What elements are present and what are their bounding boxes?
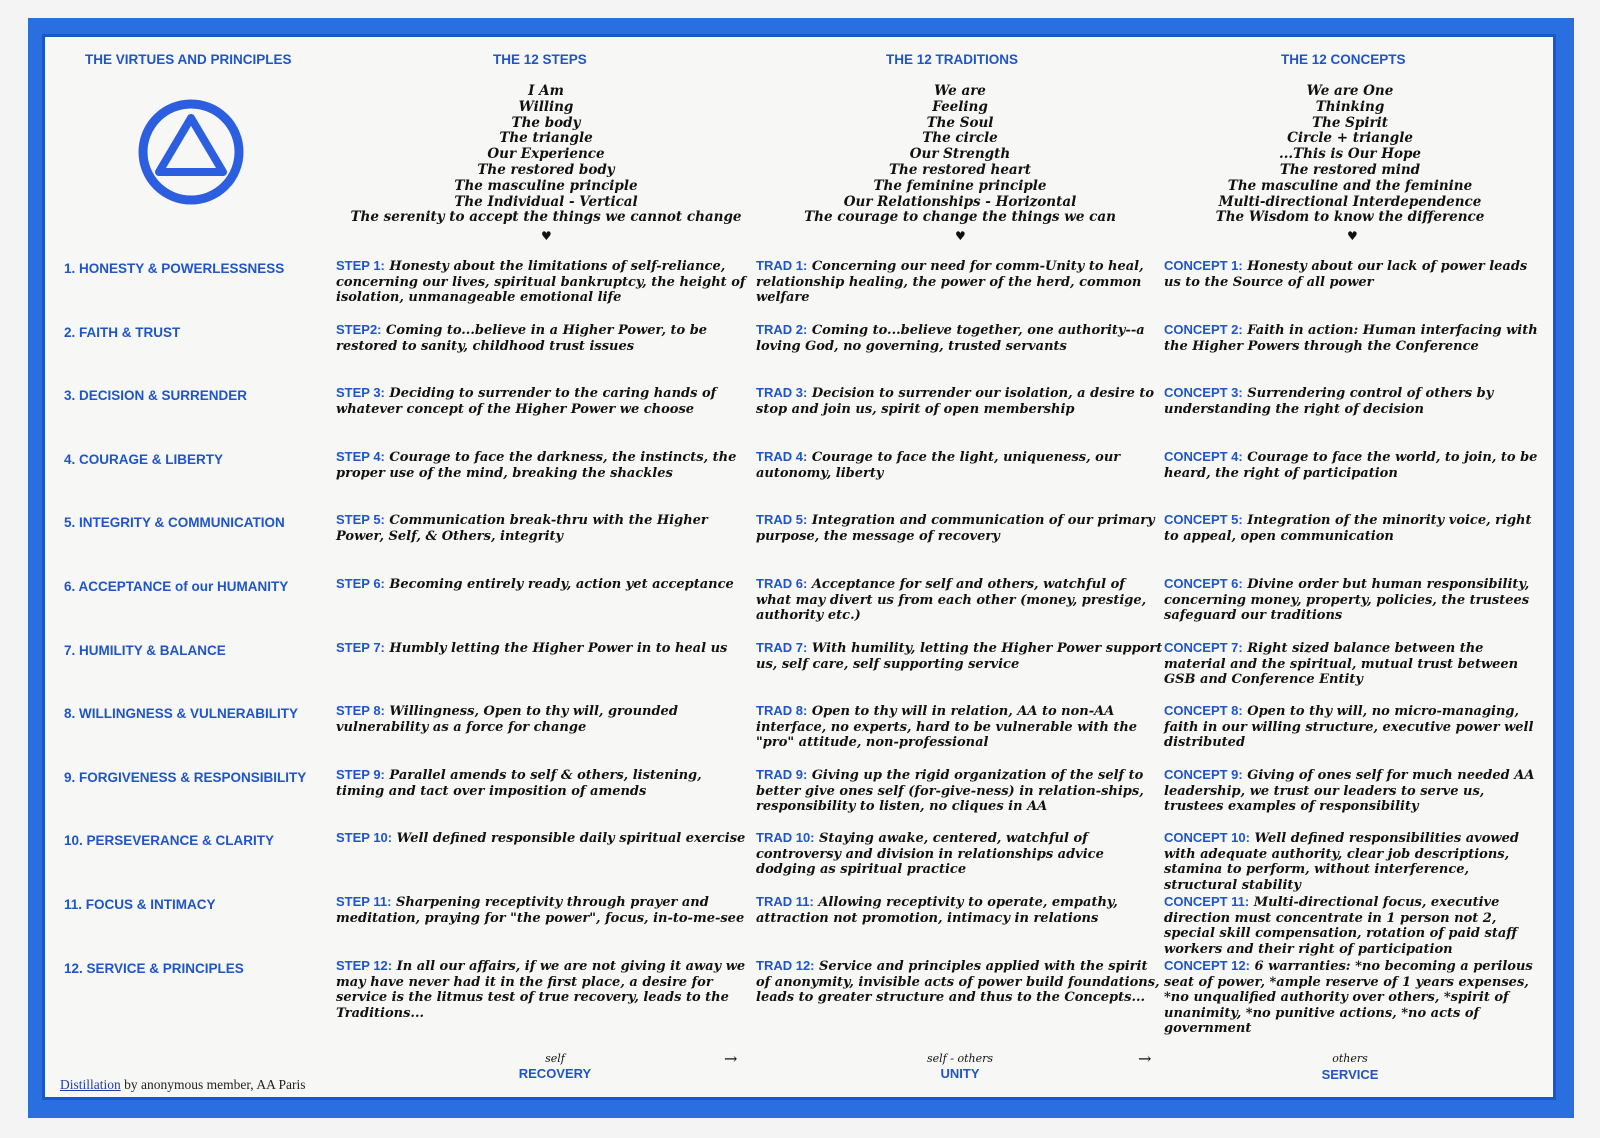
intro-line: ...This is Our Hope bbox=[1279, 146, 1421, 163]
heart-icon: ♥ bbox=[1347, 229, 1358, 243]
step-cell bbox=[336, 767, 754, 799]
tradition-text: Courage to face the light, uniqueness, our autonomy, liberty bbox=[756, 450, 1121, 481]
intro-line: Our Strength bbox=[909, 146, 1011, 163]
footer-recovery: RECOVERY bbox=[518, 1066, 592, 1081]
intro-steps bbox=[336, 84, 756, 226]
footer-service: SERVICE bbox=[1321, 1067, 1379, 1082]
concept-cell bbox=[1164, 894, 1544, 957]
tradition-cell bbox=[756, 703, 1164, 751]
intro-line: Circle + triangle bbox=[1287, 130, 1413, 147]
step-text: Communication break-thru with the Higher Power, Self, & Others, integrity bbox=[336, 513, 708, 544]
step-text: Coming to...believe in a Higher Power, to be restored to sanity, childhood trust issues bbox=[336, 323, 708, 354]
step-text: Courage to face the darkness, the instincts, the proper use of the mind, breaking the shackles bbox=[336, 450, 737, 481]
footer-self-label: self bbox=[545, 1052, 565, 1065]
intro-line: I Am bbox=[528, 83, 564, 99]
step-cell bbox=[336, 894, 754, 926]
step-cell bbox=[336, 449, 754, 481]
step-label: STEP 6: bbox=[336, 576, 385, 591]
intro-line: The triangle bbox=[499, 130, 593, 147]
tradition-cell bbox=[756, 767, 1164, 815]
tradition-text: Giving up the rigid organization of the self to better give ones self (for-give-ness) in relation-ships, responsibility to listen, no cliques in AA bbox=[756, 768, 1144, 815]
header-steps: THE 12 STEPS bbox=[493, 52, 587, 67]
tradition-label: TRAD 9: bbox=[756, 767, 808, 782]
concept-label: CONCEPT 7: bbox=[1164, 640, 1243, 655]
step-label: STEP2: bbox=[336, 322, 382, 337]
header-virtues: THE VIRTUES AND PRINCIPLES bbox=[85, 52, 292, 67]
concept-text: Courage to face the world, to join, to be heard, the right of participation bbox=[1164, 450, 1538, 481]
intro-line: The Wisdom to know the difference bbox=[1215, 209, 1485, 226]
step-text: Sharpening receptivity through prayer and meditation, praying for "the power", focus, in-to-me-see bbox=[336, 895, 745, 926]
tradition-label: TRAD 11: bbox=[756, 894, 814, 909]
step-text: Humbly letting the Higher Power in to heal us bbox=[389, 641, 728, 656]
step-text: Becoming entirely ready, action yet acceptance bbox=[389, 577, 734, 592]
tradition-label: TRAD 2: bbox=[756, 322, 808, 337]
concept-text: 6 warranties: *no becoming a perilous seat of power, *ample reserve of 1 years expenses, *no unqualified authority over others, *spirit of unanimity, *no punitive actions, *no acts of government bbox=[1164, 959, 1533, 1037]
intro-line: Willing bbox=[518, 98, 574, 115]
tradition-text: Open to thy will in relation, AA to non-AA interface, no experts, hard to be vulnerable with the "pro" attitude, non-professional bbox=[756, 704, 1138, 751]
concept-label: CONCEPT 12: bbox=[1164, 958, 1250, 973]
circle-triangle-logo-icon bbox=[137, 98, 245, 206]
virtue-label: 2. FAITH & TRUST bbox=[64, 325, 181, 340]
concept-text: Well defined responsibilities avowed with adequate authority, clear job descriptions, stamina to perform, without interference, structural stability bbox=[1164, 831, 1519, 893]
step-label: STEP 3: bbox=[336, 385, 385, 400]
tradition-cell bbox=[756, 830, 1164, 878]
footer-unity: UNITY bbox=[940, 1066, 980, 1081]
concept-cell bbox=[1164, 830, 1544, 893]
virtue-label: 1. HONESTY & POWERLESSNESS bbox=[64, 261, 285, 276]
concept-label: CONCEPT 8: bbox=[1164, 703, 1243, 718]
virtue-label: 11. FOCUS & INTIMACY bbox=[64, 897, 216, 912]
step-label: STEP 11: bbox=[336, 894, 392, 909]
step-text: In all our affairs, if we are not giving it away we may have never had it in the first place, a desire for service is the litmus test of true recovery, leads to the Traditions... bbox=[336, 959, 746, 1021]
virtue-label: 7. HUMILITY & BALANCE bbox=[64, 643, 226, 658]
virtue-label: 12. SERVICE & PRINCIPLES bbox=[64, 961, 244, 976]
tradition-label: TRAD 7: bbox=[756, 640, 808, 655]
intro-line: The circle bbox=[922, 130, 998, 147]
intro-line: Our Experience bbox=[487, 146, 605, 163]
concept-text: Integration of the minority voice, right to appeal, open communication bbox=[1164, 513, 1532, 544]
concept-label: CONCEPT 6: bbox=[1164, 576, 1243, 591]
intro-traditions bbox=[750, 84, 1170, 226]
virtue-label: 8. WILLINGNESS & VULNERABILITY bbox=[64, 706, 299, 721]
concept-cell bbox=[1164, 258, 1544, 290]
tradition-text: Allowing receptivity to operate, empathy, attraction not promotion, intimacy in relations bbox=[756, 895, 1118, 926]
step-label: STEP 12: bbox=[336, 958, 393, 973]
tradition-cell bbox=[756, 894, 1164, 926]
credit-text: by anonymous member, AA Paris bbox=[120, 1077, 306, 1092]
intro-line: The restored mind bbox=[1279, 161, 1421, 178]
concept-cell bbox=[1164, 767, 1544, 815]
intro-line: The serenity to accept the things we cannot change bbox=[350, 209, 742, 226]
step-text: Deciding to surrender to the caring hands of whatever concept of the Higher Power we choose bbox=[336, 386, 717, 417]
intro-line: Our Relationships - Horizontal bbox=[843, 193, 1077, 210]
tradition-label: TRAD 6: bbox=[756, 576, 808, 591]
footer-others-label: others bbox=[1332, 1052, 1368, 1065]
step-label: STEP 1: bbox=[336, 258, 385, 273]
concept-cell bbox=[1164, 958, 1544, 1037]
step-label: STEP 5: bbox=[336, 512, 385, 527]
intro-line: The feminine principle bbox=[873, 177, 1047, 194]
intro-line: The Individual - Vertical bbox=[454, 193, 638, 210]
concept-text: Right sized balance between the material and the spiritual, mutual trust between GSB and Conference Entity bbox=[1164, 641, 1519, 688]
tradition-cell bbox=[756, 385, 1164, 417]
step-cell bbox=[336, 385, 754, 417]
tradition-text: Service and principles applied with the spirit of anonymity, invisible acts of power build foundations, leads to greater structure and thus to the Concepts... bbox=[756, 959, 1160, 1006]
arrow-right-icon: → bbox=[724, 1049, 738, 1068]
concept-text: Multi-directional focus, executive direction must concentrate in 1 person not 2, special skill compensation, rotation of paid staff workers and their right of participation bbox=[1164, 895, 1517, 957]
tradition-label: TRAD 3: bbox=[756, 385, 808, 400]
step-cell bbox=[336, 703, 754, 735]
step-text: Parallel amends to self & others, listening, timing and tact over imposition of amends bbox=[336, 768, 702, 799]
concept-label: CONCEPT 1: bbox=[1164, 258, 1243, 273]
concept-label: CONCEPT 5: bbox=[1164, 512, 1243, 527]
step-cell bbox=[336, 640, 754, 657]
virtue-label: 9. FORGIVENESS & RESPONSIBILITY bbox=[64, 770, 307, 785]
step-text: Honesty about the limitations of self-reliance, concerning our lives, spiritual bankruptcy, the height of isolation, unmanageable emotional life bbox=[336, 259, 746, 306]
tradition-text: Staying awake, centered, watchful of controversy and division in relationships advice dodging as spiritual practice bbox=[756, 831, 1104, 878]
arrow-right-icon: → bbox=[1138, 1049, 1152, 1068]
tradition-label: TRAD 1: bbox=[756, 258, 808, 273]
step-text: Well defined responsible daily spiritual exercise bbox=[396, 831, 746, 846]
step-cell bbox=[336, 958, 754, 1021]
step-cell bbox=[336, 512, 754, 544]
concept-cell bbox=[1164, 640, 1544, 688]
virtue-label: 3. DECISION & SURRENDER bbox=[64, 388, 248, 403]
concept-cell bbox=[1164, 512, 1544, 544]
tradition-cell bbox=[756, 576, 1164, 624]
step-label: STEP 4: bbox=[336, 449, 385, 464]
tradition-label: TRAD 8: bbox=[756, 703, 808, 718]
intro-line: The restored heart bbox=[888, 161, 1032, 178]
tradition-cell bbox=[756, 322, 1164, 354]
intro-line: The body bbox=[511, 114, 581, 131]
concept-label: CONCEPT 3: bbox=[1164, 385, 1243, 400]
step-label: STEP 8: bbox=[336, 703, 385, 718]
concept-label: CONCEPT 2: bbox=[1164, 322, 1243, 337]
tradition-text: Concerning our need for comm-Unity to heal, relationship healing, the power of the herd, common welfare bbox=[756, 259, 1144, 306]
tradition-text: Decision to surrender our isolation, a desire to stop and join us, spirit of open membership bbox=[756, 386, 1155, 417]
concept-text: Faith in action: Human interfacing with the Higher Powers through the Conference bbox=[1164, 323, 1538, 354]
step-label: STEP 10: bbox=[336, 830, 393, 845]
intro-line: The masculine and the feminine bbox=[1227, 177, 1473, 194]
header-concepts: THE 12 CONCEPTS bbox=[1281, 52, 1406, 67]
virtue-label: 4. COURAGE & LIBERTY bbox=[64, 452, 224, 467]
virtue-label: 5. INTEGRITY & COMMUNICATION bbox=[64, 515, 285, 530]
step-cell bbox=[336, 830, 754, 847]
tradition-label: TRAD 10: bbox=[756, 830, 815, 845]
concept-label: CONCEPT 9: bbox=[1164, 767, 1243, 782]
tradition-label: TRAD 5: bbox=[756, 512, 808, 527]
concept-label: CONCEPT 11: bbox=[1164, 894, 1250, 909]
concept-text: Honesty about our lack of power leads us to the Source of all power bbox=[1164, 259, 1528, 290]
concept-text: Open to thy will, no micro-managing, faith in our willing structure, executive power well distributed bbox=[1164, 704, 1534, 751]
tradition-text: With humility, letting the Higher Power support us, self care, self supporting service bbox=[756, 641, 1163, 672]
tradition-label: TRAD 12: bbox=[756, 958, 815, 973]
header-traditions: THE 12 TRADITIONS bbox=[886, 52, 1019, 67]
concept-cell bbox=[1164, 385, 1544, 417]
intro-line: We are bbox=[934, 83, 986, 99]
heart-icon: ♥ bbox=[955, 229, 966, 243]
concept-cell bbox=[1164, 449, 1544, 481]
intro-line: The masculine principle bbox=[454, 177, 638, 194]
virtue-label: 10. PERSEVERANCE & CLARITY bbox=[64, 833, 275, 848]
step-cell bbox=[336, 576, 754, 593]
footer-self-others-label: self - others bbox=[927, 1052, 993, 1065]
tradition-text: Acceptance for self and others, watchful of what may divert us from each other (money, prestige, authority etc.) bbox=[756, 577, 1147, 624]
intro-line: The restored body bbox=[477, 161, 615, 178]
intro-line: The courage to change the things we can bbox=[804, 209, 1116, 226]
tradition-cell bbox=[756, 958, 1164, 1006]
credit-line bbox=[60, 1077, 305, 1093]
step-text: Willingness, Open to thy will, grounded vulnerability as a force for change bbox=[336, 704, 678, 735]
concept-text: Giving of ones self for much needed AA leadership, we trust our leaders to serve us, trustees examples of responsibility bbox=[1164, 768, 1535, 815]
intro-line: Multi-directional Interdependence bbox=[1218, 193, 1482, 210]
heart-icon: ♥ bbox=[541, 229, 552, 243]
intro-line: We are One bbox=[1306, 83, 1394, 99]
concept-text: Divine order but human responsibility, concerning money, property, policies, the trustees safeguard our traditions bbox=[1164, 577, 1530, 624]
tradition-cell bbox=[756, 449, 1164, 481]
concept-text: Surrendering control of others by understanding the right of decision bbox=[1164, 386, 1494, 417]
tradition-text: Coming to...believe together, one authority--a loving God, no governing, trusted servants bbox=[756, 323, 1145, 354]
tradition-text: Integration and communication of our primary purpose, the message of recovery bbox=[756, 513, 1155, 544]
intro-line: Feeling bbox=[932, 98, 988, 115]
intro-line: Thinking bbox=[1315, 98, 1385, 115]
tradition-cell bbox=[756, 512, 1164, 544]
concept-label: CONCEPT 4: bbox=[1164, 449, 1243, 464]
concept-cell bbox=[1164, 322, 1544, 354]
intro-line: The Soul bbox=[926, 114, 994, 131]
intro-line: The Spirit bbox=[1312, 114, 1388, 131]
concept-label: CONCEPT 10: bbox=[1164, 830, 1250, 845]
concept-cell bbox=[1164, 576, 1544, 624]
tradition-cell bbox=[756, 258, 1164, 306]
step-cell bbox=[336, 322, 754, 354]
tradition-label: TRAD 4: bbox=[756, 449, 808, 464]
intro-concepts bbox=[1140, 84, 1560, 226]
distillation-link[interactable]: Distillation bbox=[60, 1077, 121, 1092]
virtue-label: 6. ACCEPTANCE of our HUMANITY bbox=[64, 579, 289, 594]
step-cell bbox=[336, 258, 754, 306]
step-label: STEP 7: bbox=[336, 640, 385, 655]
concept-cell bbox=[1164, 703, 1544, 751]
tradition-cell bbox=[756, 640, 1164, 672]
step-label: STEP 9: bbox=[336, 767, 385, 782]
